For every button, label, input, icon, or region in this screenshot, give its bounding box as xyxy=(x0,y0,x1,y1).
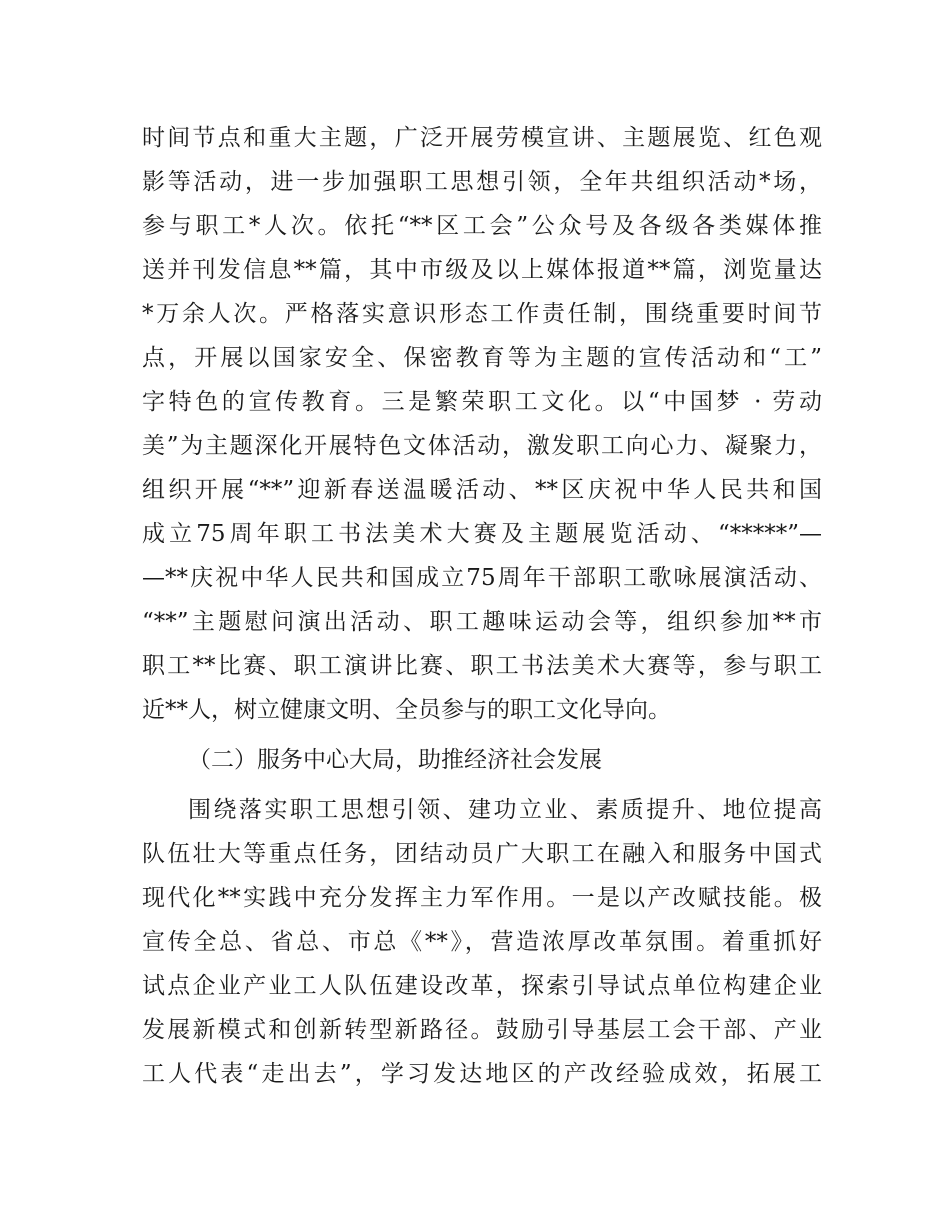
text-line: 组织开展“**”迎新春送温暖活动、**区庆祝中华人民共和国 xyxy=(142,477,822,503)
text-line: *万余人次。严格落实意识形态工作责任制，围绕重要时间节 xyxy=(142,301,822,327)
text-line: 发展新模式和创新转型新路径。鼓励引导基层工会干部、产业 xyxy=(142,1017,822,1043)
text-line: 近**人，树立健康文明、全员参与的职工文化导向。 xyxy=(142,697,671,723)
text-line: 成立75周年职工书法美术大赛及主题展览活动、“*****”— xyxy=(142,521,822,547)
text-line: 时间节点和重大主题，广泛开展劳模宣讲、主题展览、红色观 xyxy=(142,125,822,151)
text-line: 职工**比赛、职工演讲比赛、职工书法美术大赛等，参与职工 xyxy=(142,653,822,679)
text-line: 字特色的宣传教育。三是繁荣职工文化。以“中国梦 · 劳动 xyxy=(142,389,822,415)
text-line: “**”主题慰问演出活动、职工趣味运动会等，组织参加**市 xyxy=(142,609,822,635)
text-line: 参与职工*人次。依托“**区工会”公众号及各级各类媒体推 xyxy=(142,213,822,239)
section-heading: （二）服务中心大局，助推经济社会发展 xyxy=(188,747,602,773)
text-line: —**庆祝中华人民共和国成立75周年干部职工歌咏展演活动、 xyxy=(142,565,822,591)
text-line: 队伍壮大等重点任务，团结动员广大职工在融入和服务中国式 xyxy=(142,841,822,867)
text-line: 试点企业产业工人队伍建设改革，探索引导试点单位构建企业 xyxy=(142,973,822,999)
text-line: 影等活动，进一步加强职工思想引领，全年共组织活动*场， xyxy=(142,169,822,195)
text-line: 送并刊发信息**篇，其中市级及以上媒体报道**篇，浏览量达 xyxy=(142,257,822,283)
text-line: 围绕落实职工思想引领、建功立业、素质提升、地位提高 xyxy=(188,797,822,823)
text-line: 工人代表“走出去”，学习发达地区的产改经验成效，拓展工 xyxy=(142,1061,822,1087)
text-line: 点，开展以国家安全、保密教育等为主题的宣传活动和“工” xyxy=(142,345,822,371)
text-line: 宣传全总、省总、市总《**》，营造浓厚改革氛围。着重抓好 xyxy=(142,929,822,955)
text-line: 美”为主题深化开展特色文体活动，激发职工向心力、凝聚力， xyxy=(142,433,822,459)
text-line: 现代化**实践中充分发挥主力军作用。一是以产改赋技能。极 xyxy=(142,885,822,911)
